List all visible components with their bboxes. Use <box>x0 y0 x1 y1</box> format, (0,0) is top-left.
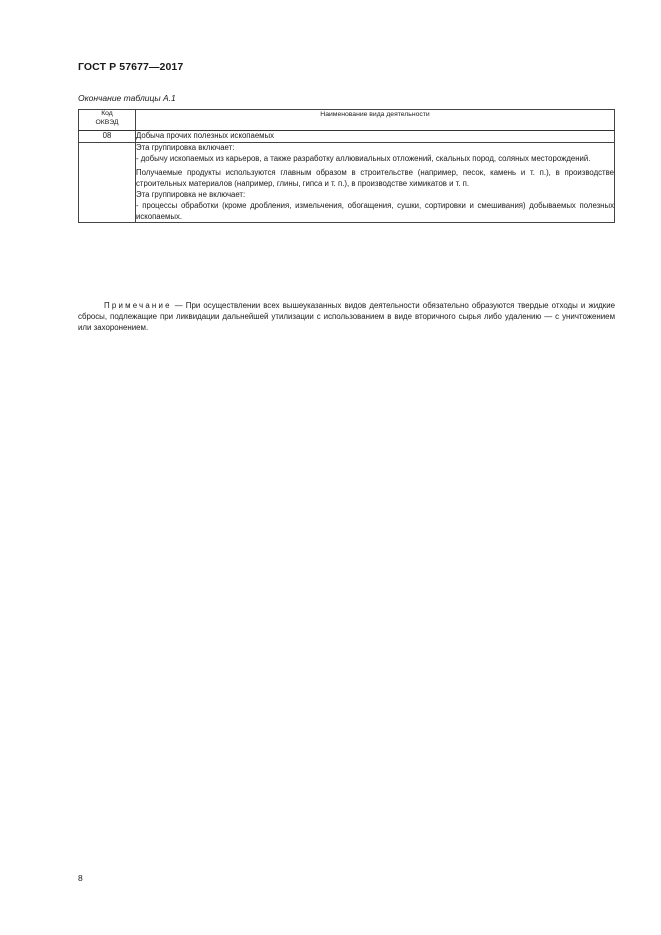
page-number: 8 <box>78 873 83 883</box>
includes-heading: Эта группировка включает: <box>136 142 235 152</box>
table-header-row <box>79 110 615 131</box>
excludes-item: - процессы обработки (кроме дробления, измельчения, обогащения, сушки, сортировки и смешивания) добываемых полезных ископаемых. <box>136 200 614 221</box>
document-header: ГОСТ Р 57677—2017 <box>78 61 184 73</box>
column-header-code-line2: ОКВЭД <box>95 118 119 126</box>
excludes-heading: Эта группировка не включает: <box>136 189 246 199</box>
column-header-code-line1: Код <box>101 110 113 117</box>
okved-table <box>78 109 615 223</box>
note-paragraph <box>78 300 615 334</box>
activity-title-cell: Добыча прочих полезных ископаемых <box>136 131 615 143</box>
okved-code-cell: 08 <box>79 131 136 143</box>
note-label: Примечание <box>104 301 172 310</box>
products-paragraph: Получаемые продукты используются главным образом в строительстве (например, песок, камень и т. п.), в производстве строительных материалов (например, глины, гипса и т. п.), в производстве химикатов и т. п. <box>136 168 614 189</box>
activity-details-cell <box>136 142 615 223</box>
table-row-details <box>79 142 615 223</box>
column-header-name: Наименование вида деятельности <box>136 110 615 131</box>
table-caption: Окончание таблицы А.1 <box>78 93 176 103</box>
table-row <box>79 131 615 143</box>
column-header-code <box>79 110 136 131</box>
note-text: — При осуществлении всех вышеуказанных видов деятельности обязательно образуются твердые отходы и жидкие сбросы, подлежащие при ликвидации дальнейшей утилизации с использованием в виде вторичного сырья либо удалению — с уничтожением или захоронением. <box>78 301 615 333</box>
includes-item: - добычу ископаемых из карьеров, а также разработку аллювиальных отложений, скальных пород, соляных месторождений. <box>136 153 591 163</box>
empty-code-cell <box>79 142 136 223</box>
